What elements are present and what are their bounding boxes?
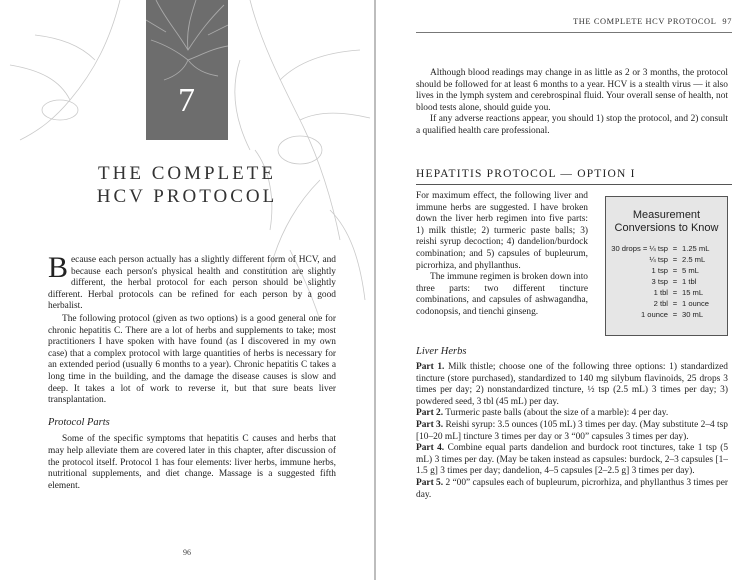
equals-sign: = bbox=[672, 299, 678, 308]
conversion-left: ¼ tsp bbox=[649, 255, 668, 264]
chapter-title-line-1: THE COMPLETE bbox=[98, 163, 276, 184]
conversion-row bbox=[606, 276, 727, 287]
right-page bbox=[376, 0, 750, 580]
conversion-right: 5 mL bbox=[682, 266, 699, 275]
equals-sign: = bbox=[672, 244, 678, 253]
section-heading: HEPATITIS PROTOCOL — OPTION I bbox=[416, 168, 636, 180]
conversion-left: 1 tbl bbox=[653, 288, 668, 297]
conversion-right: 2.5 mL bbox=[682, 255, 706, 264]
conversion-left: 1 ounce bbox=[640, 310, 668, 319]
chapter-title bbox=[20, 162, 354, 208]
chapter-number-box bbox=[146, 0, 228, 140]
conversion-right: 1.25 mL bbox=[682, 244, 710, 253]
equals-sign: = bbox=[672, 266, 678, 275]
left-body-text bbox=[48, 251, 336, 493]
chapter-number: 7 bbox=[178, 82, 196, 119]
part-label: Part 3. bbox=[416, 419, 444, 430]
conversion-left: 30 drops = ¼ tsp bbox=[611, 244, 668, 253]
conversion-list bbox=[606, 243, 727, 320]
part-item bbox=[416, 478, 728, 501]
part-text: Turmeric paste balls (about the size of a marble): 4 per day. bbox=[443, 408, 669, 419]
conversion-row bbox=[606, 298, 727, 309]
adverse-reactions-paragraph: If any adverse reactions appear, you should 1) stop the protocol, and 2) consult a qualified health care professional. bbox=[416, 114, 728, 136]
liver-herbs-list bbox=[416, 362, 728, 501]
conversion-row bbox=[606, 254, 727, 265]
conversion-left: 3 tsp bbox=[651, 277, 668, 286]
conversion-row bbox=[606, 265, 727, 276]
right-top-text bbox=[416, 68, 728, 138]
measurement-conversions-box bbox=[605, 196, 728, 336]
intro-paragraph-text: ecause each person actually has a slightly different form of HCV, and because each person's physical health and constitution are slightly different, the herbal protocol for each person should be slightly different. Herbal protocols can be refined for each person by a good herbalist. bbox=[48, 255, 336, 312]
conversion-right: 1 tbl bbox=[682, 277, 697, 286]
part-text: 2 “00” capsules each of bupleurum, picrorhiza, and phyllanthus 3 times per day. bbox=[416, 477, 729, 500]
conversion-right: 30 mL bbox=[682, 310, 704, 319]
option-intro-column bbox=[416, 191, 588, 319]
left-page bbox=[0, 0, 374, 580]
part-label: Part 5. bbox=[416, 477, 444, 488]
section-heading-rule bbox=[416, 184, 732, 185]
part-label: Part 4. bbox=[416, 443, 445, 454]
conversion-row bbox=[606, 287, 727, 298]
right-page-number: 97 bbox=[722, 17, 732, 26]
chapter-title-line-2: HCV PROTOCOL bbox=[96, 186, 278, 207]
protocol-parts-heading: Protocol Parts bbox=[48, 416, 110, 428]
equals-sign: = bbox=[672, 288, 678, 297]
left-page-number: 96 bbox=[183, 548, 191, 557]
part-item bbox=[416, 420, 728, 443]
running-head-rule bbox=[416, 32, 732, 33]
blood-readings-paragraph: Although blood readings may change in as little as 2 or 3 months, the protocol should be followed for at least 6 months to a year. HCV is a stealth virus — it also lives in the lymph system and cerebrospinal fluid. Your overall sense of health, not blood tests alone, should guide you. bbox=[416, 68, 728, 113]
conversion-row bbox=[606, 309, 727, 320]
running-head-title: THE COMPLETE HCV PROTOCOL bbox=[573, 17, 717, 26]
measurement-title-line-2: Conversions to Know bbox=[614, 222, 719, 234]
equals-sign: = bbox=[672, 277, 678, 286]
measurement-title-line-1: Measurement bbox=[632, 209, 701, 221]
drop-cap: B bbox=[48, 251, 69, 284]
conversion-left: 2 tbl bbox=[653, 299, 668, 308]
part-text: Reishi syrup: 3.5 ounces (105 mL) 3 times per day. (May substitute 2–4 tsp [10–20 mL] tincture 3 times per day or 3 “00” capsules 3 times per day). bbox=[416, 419, 728, 442]
part-item bbox=[416, 408, 728, 420]
intro-paragraph bbox=[48, 251, 336, 313]
protocol-parts-paragraph: Some of the specific symptoms that hepatitis C causes and herbs that may help alleviate them are covered later in this chapter, after discussion of the protocol itself. Protocol 1 has four elements: liver herbs, immune herbs, nutritional supplements, and diet change. Massage is a suggested fifth element. bbox=[48, 434, 336, 491]
conversion-right: 1 ounce bbox=[682, 299, 710, 308]
equals-sign: = bbox=[672, 255, 678, 264]
liver-regimen-paragraph: For maximum effect, the following liver and immune herbs are suggested. I have broken down the liver herb regimen into five parts: 1) milk thistle; 2) turmeric paste balls; 3) reishi syrup decoction; 4) dandelion/burdock combination; and 5) capsules of bupleurum, picrorhiza, and phyllanthus. bbox=[416, 191, 588, 271]
conversion-right: 15 mL bbox=[682, 288, 704, 297]
part-item bbox=[416, 362, 728, 408]
conversion-left: 1 tsp bbox=[651, 266, 668, 275]
immune-regimen-paragraph: The immune regimen is broken down into three parts: two different tincture combinations, and capsules of ashwagandha, codonopsis, and tienchi ginseng. bbox=[416, 272, 588, 317]
part-text: Combine equal parts dandelion and burdock root tinctures, take 1 tsp (5 mL) 3 times per day. (May be taken instead as capsules: burdock, 2–3 capsules [1–1.5 g] 3 times per day; dandelion, 4–5 capsules [2–2.5 g] 3 times per day). bbox=[416, 443, 729, 477]
running-head bbox=[476, 17, 732, 26]
part-item bbox=[416, 443, 728, 478]
measurement-box-title bbox=[606, 209, 727, 235]
part-text: Milk thistle; choose one of the following three options: 1) standardized tincture (store purchased), standardized to 140 mg silybum flavinoids, 25 drops 3 times per day; 2) nonstandardized tincture, ½ tsp (2.5 mL) 3 times per day; 3) powdered seed, 3 tbl (45 mL) per day. bbox=[416, 362, 728, 407]
part-label: Part 2. bbox=[416, 408, 444, 419]
conversion-row bbox=[606, 243, 727, 254]
part-label: Part 1. bbox=[416, 362, 445, 372]
liver-herbs-heading: Liver Herbs bbox=[416, 346, 467, 357]
protocol-overview-paragraph: The following protocol (given as two options) is a good general one for chronic hepatitis C. There are a lot of herbs and supplements to take; most practitioners I have spoken with have found (as I discovered in my own case) that a complex protocol with large quantities of herbs is necessary for an extended period (usually 6 months to a year). Chronic hepatitis C takes a long time in the building, and the damage the disease causes is slow and deep. It takes a lot of work to reverse it, but that sure beats liver transplantation. bbox=[48, 313, 336, 406]
equals-sign: = bbox=[672, 310, 678, 319]
